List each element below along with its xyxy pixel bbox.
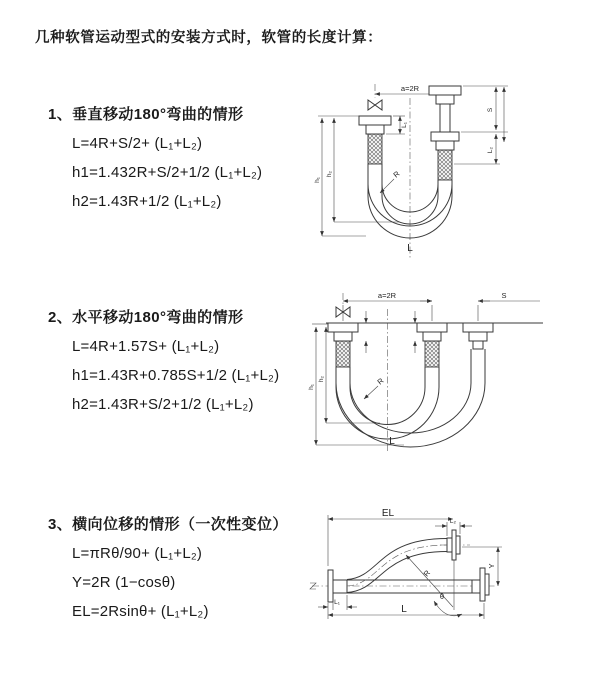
diagram-horizontal-180-bend xyxy=(308,283,565,458)
flange xyxy=(456,536,460,554)
formula-length: L=4R+1.57S+ (L₁+L₂) xyxy=(72,338,220,355)
flange xyxy=(429,86,461,95)
flange xyxy=(485,574,489,595)
dim-label-el: EL xyxy=(381,508,395,519)
dim-label-radius: R xyxy=(391,169,402,180)
hose-geometry xyxy=(328,530,489,602)
formula-length: L=πRθ/90+ (L₁+L₂) xyxy=(72,545,203,562)
dimension-lines xyxy=(318,86,508,236)
dim-label-theta: θ xyxy=(439,592,445,601)
braid-section xyxy=(438,150,452,180)
pipe xyxy=(440,104,450,132)
diagram-lateral-displacement xyxy=(300,500,585,665)
dim-label-y: Y xyxy=(487,563,496,569)
dim-label-radius: R xyxy=(375,376,386,387)
flange xyxy=(452,530,456,560)
dim-label-length: L xyxy=(407,243,413,254)
dim-label-a2r: a=2R xyxy=(377,291,397,300)
page-title: 几种软管运动型式的安装方式时，软管的长度计算： xyxy=(35,30,383,46)
flange-neck xyxy=(469,332,487,341)
formula-length: L=4R+S/2+ (L₁+L₂) xyxy=(72,135,203,152)
flange xyxy=(359,116,391,125)
diagram-vertical-180-bend xyxy=(312,72,547,262)
dim-label-s: S xyxy=(487,107,494,113)
hose-curve xyxy=(347,552,447,593)
hose-curve xyxy=(350,349,471,433)
dim-label-h1: h₁ xyxy=(314,177,321,183)
formula-h1: h1=1.43R+0.785S+1/2 (L₁+L₂) xyxy=(72,367,280,384)
dim-label-length: L xyxy=(389,436,395,447)
valve-icon xyxy=(368,100,382,110)
dim-label-h2: h₂ xyxy=(318,375,325,383)
dimension-lines xyxy=(318,515,502,619)
pipe-stub xyxy=(472,580,480,593)
flange-neck xyxy=(366,125,384,134)
formula-el: EL=2Rsinθ+ (L₁+L₂) xyxy=(72,603,209,620)
dim-label-length: L xyxy=(401,604,407,615)
flange xyxy=(463,323,493,332)
braid-section xyxy=(368,134,382,164)
formula-y: Y=2R (1−cosθ) xyxy=(72,574,176,591)
dim-label-h1: h₁ xyxy=(308,384,315,390)
dim-label-l1: L₁ xyxy=(334,599,340,606)
flange-neck xyxy=(334,332,352,341)
formula-h2: h2=1.43R+1/2 (L₁+L₂) xyxy=(72,193,222,210)
flange xyxy=(328,323,358,332)
pipe-stub xyxy=(473,341,483,349)
flange-neck xyxy=(436,95,454,104)
pipe-stub xyxy=(447,538,452,552)
section-2-heading: 2、水平移动180°弯曲的情形 xyxy=(48,309,244,326)
formula-h2: h2=1.43R+S/2+1/2 (L₁+L₂) xyxy=(72,396,254,413)
flange-neck xyxy=(436,141,454,150)
dim-label-l2: L₂ xyxy=(487,146,494,154)
dim-label-a2r: a=2R xyxy=(400,84,420,93)
section-horizontal-movement xyxy=(48,306,348,425)
braid-section xyxy=(336,341,350,367)
flange xyxy=(431,132,459,141)
dim-label-s: S xyxy=(501,291,507,300)
dim-label-l1: L₁ xyxy=(401,122,408,128)
section-vertical-movement xyxy=(48,103,348,222)
hose-curve xyxy=(347,539,447,580)
hose-curve xyxy=(336,349,485,447)
pipe-stub xyxy=(333,580,347,593)
braid-section xyxy=(425,341,439,367)
flange xyxy=(480,568,485,601)
flange xyxy=(328,570,333,602)
section-1-heading: 1、垂直移动180°弯曲的情形 xyxy=(48,106,244,123)
dim-label-h2: h₂ xyxy=(326,170,333,178)
dim-label-l2: L₂ xyxy=(449,518,457,525)
dim-label-radius: R xyxy=(421,568,433,579)
flange xyxy=(417,323,447,332)
section-3-heading: 3、横向位移的情形（一次性变位） xyxy=(48,516,288,533)
hose-geometry xyxy=(326,307,543,447)
formula-h1: h1=1.432R+S/2+1/2 (L₁+L₂) xyxy=(72,164,263,181)
flange-neck xyxy=(423,332,441,341)
